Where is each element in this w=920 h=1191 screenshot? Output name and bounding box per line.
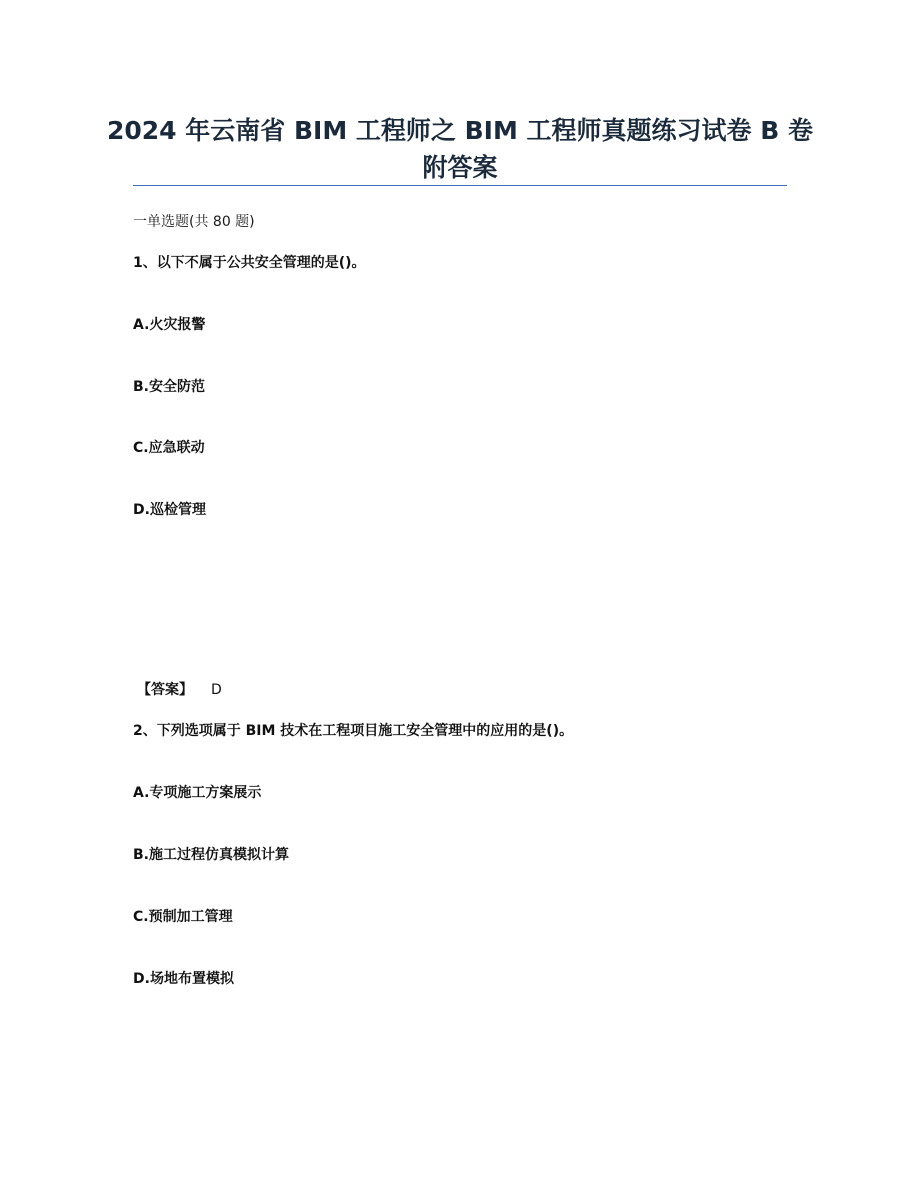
question-2-text: 2、下列选项属于 BIM 技术在工程项目施工安全管理中的应用的是()。 <box>133 723 574 739</box>
question-1-option-b: B.安全防范 <box>133 379 205 395</box>
answer-value: D <box>211 682 222 698</box>
question-1-text: 1、以下不属于公共安全管理的是()。 <box>133 255 366 271</box>
question-1-answer <box>137 680 222 700</box>
title-divider <box>133 185 787 186</box>
section-heading: 一单选题(共 80 题) <box>133 214 255 230</box>
question-2-option-b: B.施工过程仿真模拟计算 <box>133 847 289 863</box>
question-2-option-d: D.场地布置模拟 <box>133 971 234 987</box>
question-1-option-d: D.巡检管理 <box>133 502 206 518</box>
title-line-1: 2024 年云南省 BIM 工程师之 BIM 工程师真题练习试卷 B 卷 <box>106 116 814 145</box>
title-line-2: 附答案 <box>422 153 498 182</box>
question-1-option-c: C.应急联动 <box>133 440 205 456</box>
document-title <box>100 112 820 186</box>
question-2-option-a: A.专项施工方案展示 <box>133 785 262 801</box>
question-1-option-a: A.火灾报警 <box>133 317 206 333</box>
question-2-option-c: C.预制加工管理 <box>133 909 233 925</box>
answer-label: 【答案】 <box>137 682 193 698</box>
